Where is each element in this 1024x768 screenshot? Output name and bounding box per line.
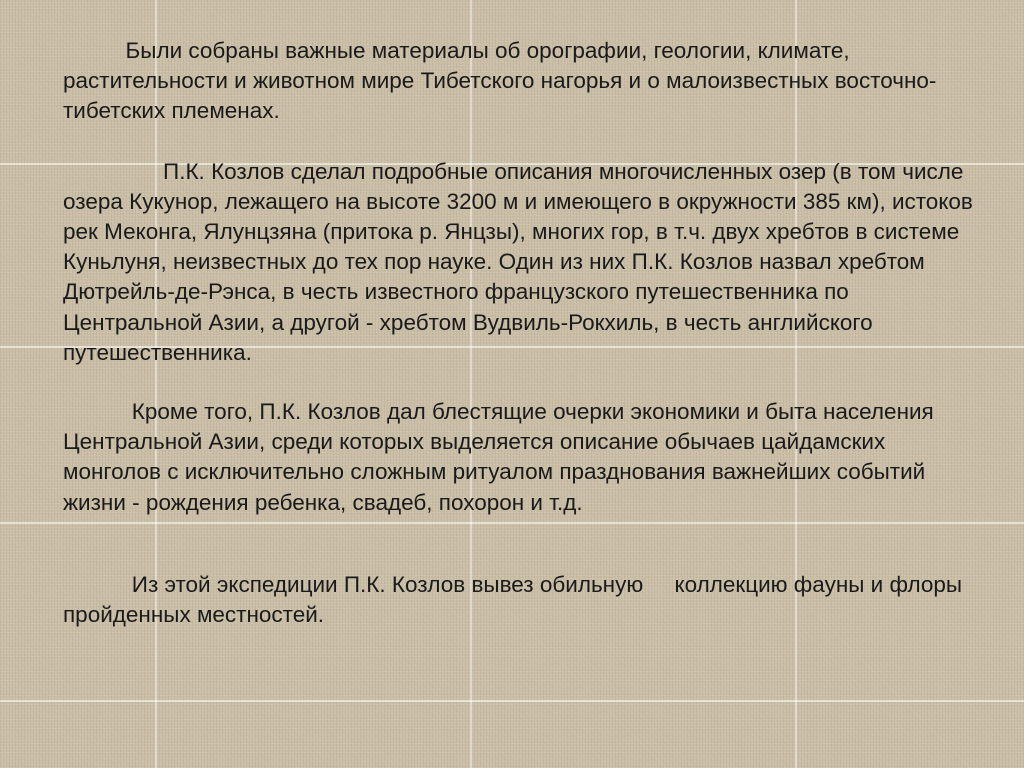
- texture-line: [0, 700, 1024, 702]
- paragraph-materials: Были собраны важные материалы об орографии, геологии, климате, растительности и животном мире Тибетского нагорья и о малоизвестных восточно-тибетских племенах.: [63, 38, 937, 124]
- paragraph-lakes-rivers: П.К. Козлов сделал подробные описания многочисленных озер (в том числе озера Кукунор, лежащего на высоте 3200 м и имеющего в окружности 385 км), истоков рек Меконга, Ялунцзяна (притока р. Янцзы), многих гор, в т.ч. двух хребтов в системе Куньлуня, неизвестных до тех пор науке. Один из них П.К. Козлов назвал хребтом Дютрейль-де-Рэнса, в честь известного французского путешественника по Центральной Азии, а другой - хребтом Вудвиль-Рокхиль, в честь английского путешественника.: [63, 158, 980, 365]
- paragraph-spacer: [63, 518, 988, 570]
- paragraph-collection: Из этой экспедиции П.К. Козлов вывез обильную коллекцию фауны и флоры пройденных местностей.: [63, 571, 969, 628]
- paragraph-spacer: [63, 368, 988, 397]
- slide-body: [63, 36, 988, 630]
- paragraph-spacer: [63, 127, 988, 157]
- paragraph-economy: Кроме того, П.К. Козлов дал блестящие очерки экономики и быта населения Центральной Азии, среди которых выделяется описание обычаев цайдамских монголов с исключительно сложным ритуалом празднования важнейших событий жизни - рождения ребенка, свадеб, похорон и т.д.: [63, 399, 941, 515]
